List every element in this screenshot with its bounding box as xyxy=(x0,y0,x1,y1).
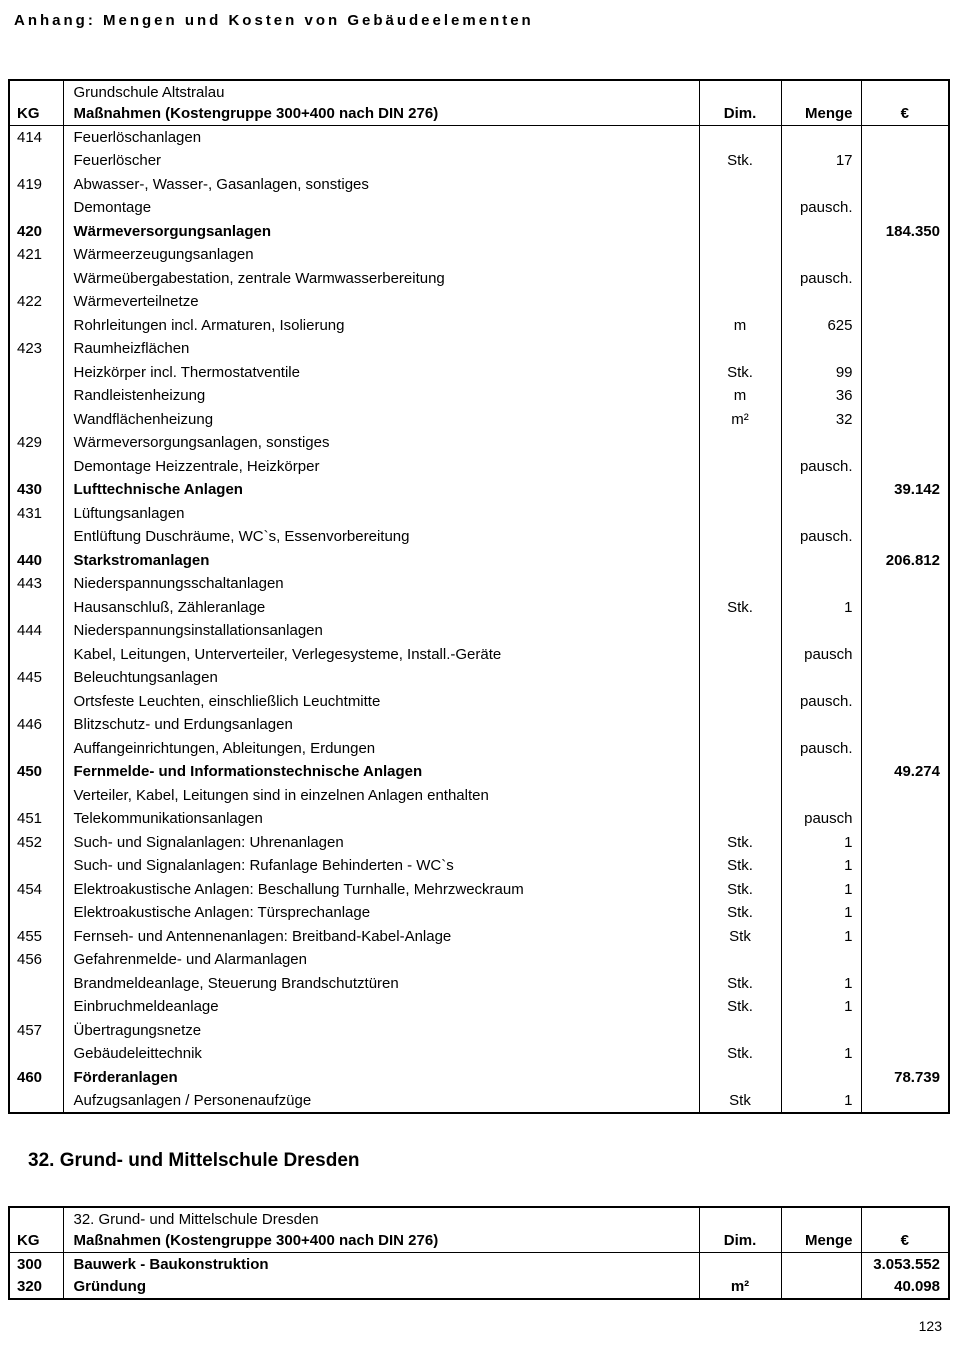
table-row xyxy=(9,972,949,996)
cell-text: Aufzugsanlagen / Personenaufzüge xyxy=(63,1089,699,1113)
cell-text: Fernmelde- und Informationstechnische Anlagen xyxy=(63,760,699,784)
cell-kg: 450 xyxy=(17,763,43,781)
cell-text: Abwasser-, Wasser-, Gasanlagen, sonstiges xyxy=(63,173,699,197)
cell-text: Demontage Heizzentrale, Heizkörper xyxy=(63,455,699,479)
cell-dim: Stk. xyxy=(699,901,781,925)
cell-kg: 454 xyxy=(17,880,43,898)
table-row xyxy=(9,455,949,479)
cell-kg: 419 xyxy=(17,175,43,193)
cell-euro xyxy=(861,1089,949,1113)
cell-menge xyxy=(781,1276,861,1300)
table-row xyxy=(9,1089,949,1113)
table-row xyxy=(9,337,949,361)
table-row xyxy=(9,572,949,596)
cell-text: Übertragungsnetze xyxy=(63,1019,699,1043)
cell-text: Such- und Signalanlagen: Rufanlage Behinderten - WC`s xyxy=(63,854,699,878)
cell-euro: 49.274 xyxy=(861,760,949,784)
cell-text: Rohrleitungen incl. Armaturen, Isolierung xyxy=(63,314,699,338)
cell-menge: pausch xyxy=(781,643,861,667)
cell-text: Demontage xyxy=(63,196,699,220)
table-row xyxy=(9,1066,949,1090)
table-row xyxy=(9,478,949,502)
cell-dim xyxy=(699,478,781,502)
cell-euro xyxy=(861,525,949,549)
cell-menge: 1 xyxy=(781,901,861,925)
cell-kg xyxy=(9,972,63,996)
table-row xyxy=(9,431,949,455)
cell-text: Förderanlagen xyxy=(63,1066,699,1090)
cell-menge xyxy=(781,431,861,455)
cell-dim xyxy=(699,784,781,808)
table-body xyxy=(9,126,949,1113)
cell-menge xyxy=(781,619,861,643)
cell-euro xyxy=(861,1042,949,1066)
table-header-row xyxy=(9,80,949,126)
cell-kg: 414 xyxy=(17,129,43,146)
cell-euro xyxy=(861,901,949,925)
table-header-row xyxy=(9,1207,949,1253)
cell-dim xyxy=(699,1252,781,1276)
cell-euro xyxy=(861,878,949,902)
cell-text: Gefahrenmelde- und Alarmanlagen xyxy=(63,948,699,972)
cell-menge: pausch. xyxy=(781,525,861,549)
cell-dim xyxy=(699,572,781,596)
cell-euro xyxy=(861,361,949,385)
cell-kg: 423 xyxy=(17,340,43,358)
cell-dim: Stk. xyxy=(699,995,781,1019)
cell-menge xyxy=(781,502,861,526)
cell-kg: 457 xyxy=(17,1021,43,1039)
cell-euro xyxy=(861,948,949,972)
cell-dim xyxy=(699,243,781,267)
cell-dim xyxy=(699,455,781,479)
cell-kg: 429 xyxy=(17,434,43,452)
cell-dim xyxy=(699,290,781,314)
cell-dim xyxy=(699,760,781,784)
cell-text: Ortsfeste Leuchten, einschließlich Leuchtmitte xyxy=(63,690,699,714)
cell-menge: 625 xyxy=(781,314,861,338)
cell-euro xyxy=(861,1019,949,1043)
cell-text: Wärmeübergabestation, zentrale Warmwasserbereitung xyxy=(63,267,699,291)
table-row xyxy=(9,267,949,291)
cell-kg: 420 xyxy=(17,222,43,240)
cell-dim: Stk. xyxy=(699,972,781,996)
header-kg: KG xyxy=(9,1207,63,1253)
cell-kg xyxy=(9,384,63,408)
table-row xyxy=(9,126,949,150)
header-kg: KG xyxy=(9,80,63,126)
cell-euro: 40.098 xyxy=(861,1276,949,1300)
cell-menge: 32 xyxy=(781,408,861,432)
table-row xyxy=(9,643,949,667)
cell-menge xyxy=(781,572,861,596)
table-row xyxy=(9,901,949,925)
cell-kg: 452 xyxy=(17,833,43,851)
cell-text: Telekommunikationsanlagen xyxy=(63,807,699,831)
cell-euro xyxy=(861,807,949,831)
table-row xyxy=(9,995,949,1019)
table-row xyxy=(9,619,949,643)
cell-kg: 421 xyxy=(17,246,43,264)
cell-menge xyxy=(781,1066,861,1090)
cell-dim: Stk xyxy=(699,925,781,949)
cell-kg xyxy=(9,1089,63,1113)
cell-menge: pausch. xyxy=(781,690,861,714)
cell-text: Elektroakustische Anlagen: Beschallung Turnhalle, Mehrzweckraum xyxy=(63,878,699,902)
cell-menge xyxy=(781,126,861,150)
cell-euro xyxy=(861,737,949,761)
header-menge: Menge xyxy=(781,80,861,126)
header-menge: Menge xyxy=(781,1207,861,1253)
cell-dim xyxy=(699,173,781,197)
cell-euro xyxy=(861,925,949,949)
cell-dim xyxy=(699,619,781,643)
cell-menge: 99 xyxy=(781,361,861,385)
cell-kg xyxy=(9,525,63,549)
table-row xyxy=(9,290,949,314)
table-row xyxy=(9,502,949,526)
cell-euro xyxy=(861,290,949,314)
cell-menge xyxy=(781,713,861,737)
cell-dim xyxy=(699,549,781,573)
header-massnahmen: Maßnahmen (Kostengruppe 300+400 nach DIN 276) xyxy=(73,1231,439,1249)
cell-dim: m xyxy=(699,314,781,338)
table-row xyxy=(9,1252,949,1276)
cell-text: Kabel, Leitungen, Unterverteiler, Verlegesysteme, Install.-Geräte xyxy=(63,643,699,667)
cell-euro xyxy=(861,267,949,291)
cell-dim xyxy=(699,1019,781,1043)
cell-dim xyxy=(699,196,781,220)
table-row xyxy=(9,925,949,949)
table-subtitle: 32. Grund- und Mittelschule Dresden xyxy=(73,1210,319,1228)
table-row xyxy=(9,878,949,902)
cell-menge: pausch xyxy=(781,807,861,831)
cell-kg xyxy=(9,901,63,925)
cell-euro: 184.350 xyxy=(861,220,949,244)
cell-euro xyxy=(861,666,949,690)
cell-text: Gründung xyxy=(63,1276,699,1300)
cell-euro xyxy=(861,149,949,173)
cell-dim: Stk. xyxy=(699,831,781,855)
cell-euro xyxy=(861,972,949,996)
table-row xyxy=(9,314,949,338)
cell-dim xyxy=(699,713,781,737)
table-row xyxy=(9,760,949,784)
cell-dim xyxy=(699,220,781,244)
table-row xyxy=(9,173,949,197)
table-row xyxy=(9,549,949,573)
cell-kg xyxy=(9,995,63,1019)
cell-text: Such- und Signalanlagen: Uhrenanlagen xyxy=(63,831,699,855)
cell-kg: 444 xyxy=(17,622,43,640)
cell-kg xyxy=(9,455,63,479)
cell-euro xyxy=(861,502,949,526)
table-row xyxy=(9,1276,949,1300)
cell-euro xyxy=(861,314,949,338)
cell-dim xyxy=(699,431,781,455)
cell-kg: 300 xyxy=(17,1255,43,1273)
cell-kg xyxy=(9,267,63,291)
table-row xyxy=(9,361,949,385)
cell-kg: 320 xyxy=(17,1278,43,1296)
cell-text: Niederspannungsschaltanlagen xyxy=(63,572,699,596)
cell-dim: Stk. xyxy=(699,878,781,902)
cell-text: Raumheizflächen xyxy=(63,337,699,361)
cell-text: Beleuchtungsanlagen xyxy=(63,666,699,690)
cell-menge xyxy=(781,1019,861,1043)
table-row xyxy=(9,196,949,220)
cell-euro: 39.142 xyxy=(861,478,949,502)
cell-dim xyxy=(699,502,781,526)
cell-kg xyxy=(9,784,63,808)
header-euro: € xyxy=(861,1207,949,1253)
table-row xyxy=(9,948,949,972)
cell-kg xyxy=(9,1042,63,1066)
section-heading: 32. Grund- und Mittelschule Dresden xyxy=(28,1149,360,1171)
cell-euro xyxy=(861,619,949,643)
table-row xyxy=(9,596,949,620)
cell-euro xyxy=(861,243,949,267)
table-row xyxy=(9,408,949,432)
cell-dim: Stk xyxy=(699,1089,781,1113)
cell-menge xyxy=(781,784,861,808)
cell-text: Blitzschutz- und Erdungsanlagen xyxy=(63,713,699,737)
cell-kg xyxy=(9,196,63,220)
cell-euro xyxy=(861,995,949,1019)
cell-dim: Stk. xyxy=(699,149,781,173)
cell-dim: Stk. xyxy=(699,361,781,385)
cell-text: Verteiler, Kabel, Leitungen sind in einzelnen Anlagen enthalten xyxy=(63,784,699,808)
cell-euro xyxy=(861,126,949,150)
cell-text: Bauwerk - Baukonstruktion xyxy=(63,1252,699,1276)
cell-dim xyxy=(699,807,781,831)
cell-euro xyxy=(861,455,949,479)
cell-menge: 1 xyxy=(781,831,861,855)
cell-text: Wärmeversorgungsanlagen, sonstiges xyxy=(63,431,699,455)
cell-menge xyxy=(781,173,861,197)
cell-text: Wärmeerzeugungsanlagen xyxy=(63,243,699,267)
cell-menge: pausch. xyxy=(781,737,861,761)
cell-text: Einbruchmeldeanlage xyxy=(63,995,699,1019)
cell-text: Brandmeldeanlage, Steuerung Brandschutztüren xyxy=(63,972,699,996)
cell-menge: 1 xyxy=(781,995,861,1019)
cell-menge xyxy=(781,1252,861,1276)
cell-menge xyxy=(781,948,861,972)
cell-kg: 422 xyxy=(17,293,43,311)
cell-kg: 440 xyxy=(17,551,43,569)
page-number: 123 xyxy=(918,1318,942,1334)
cell-menge: 1 xyxy=(781,925,861,949)
cell-text: Feuerlöscher xyxy=(63,149,699,173)
cell-dim xyxy=(699,267,781,291)
table-row xyxy=(9,807,949,831)
table-row xyxy=(9,1019,949,1043)
cell-euro xyxy=(861,196,949,220)
cell-text: Hausanschluß, Zähleranlage xyxy=(63,596,699,620)
cell-dim xyxy=(699,1066,781,1090)
cell-kg: 445 xyxy=(17,669,43,687)
cell-dim: m² xyxy=(699,408,781,432)
cell-euro xyxy=(861,690,949,714)
table-subtitle: Grundschule Altstralau xyxy=(73,84,225,101)
cell-dim xyxy=(699,666,781,690)
header-massnahmen-cell xyxy=(63,1207,699,1253)
table-body xyxy=(9,1252,949,1299)
cell-kg: 446 xyxy=(17,716,43,734)
cell-dim: m² xyxy=(699,1276,781,1300)
header-dim: Dim. xyxy=(699,1207,781,1253)
cell-menge: 1 xyxy=(781,596,861,620)
cell-kg xyxy=(9,596,63,620)
cell-menge: 1 xyxy=(781,854,861,878)
header-massnahmen: Maßnahmen (Kostengruppe 300+400 nach DIN 276) xyxy=(73,105,439,122)
cell-menge xyxy=(781,290,861,314)
cell-menge: 1 xyxy=(781,1089,861,1113)
table-row xyxy=(9,1042,949,1066)
cell-kg: 455 xyxy=(17,927,43,945)
table-row xyxy=(9,854,949,878)
cell-dim xyxy=(699,126,781,150)
cell-euro xyxy=(861,784,949,808)
cell-menge: 1 xyxy=(781,1042,861,1066)
cell-dim xyxy=(699,337,781,361)
table-row xyxy=(9,149,949,173)
cell-dim xyxy=(699,643,781,667)
cell-text: Auffangeinrichtungen, Ableitungen, Erdungen xyxy=(63,737,699,761)
table-row xyxy=(9,243,949,267)
table-row xyxy=(9,784,949,808)
table-row xyxy=(9,713,949,737)
cell-euro xyxy=(861,572,949,596)
cell-menge: 17 xyxy=(781,149,861,173)
cell-euro: 206.812 xyxy=(861,549,949,573)
cell-menge xyxy=(781,337,861,361)
header-euro: € xyxy=(861,80,949,126)
cell-text: Wandflächenheizung xyxy=(63,408,699,432)
cell-euro xyxy=(861,384,949,408)
cell-euro xyxy=(861,831,949,855)
cell-dim xyxy=(699,948,781,972)
cell-text: Lüftungsanlagen xyxy=(63,502,699,526)
cell-text: Feuerlöschanlagen xyxy=(63,126,699,150)
cell-text: Heizkörper incl. Thermostatventile xyxy=(63,361,699,385)
cell-menge: 36 xyxy=(781,384,861,408)
cell-kg xyxy=(9,737,63,761)
table-row xyxy=(9,525,949,549)
cell-menge xyxy=(781,243,861,267)
cell-kg xyxy=(9,149,63,173)
cell-menge xyxy=(781,478,861,502)
cell-kg xyxy=(9,314,63,338)
cell-dim: Stk. xyxy=(699,1042,781,1066)
cell-kg: 456 xyxy=(17,951,43,969)
cell-text: Niederspannungsinstallationsanlagen xyxy=(63,619,699,643)
table-grundschule-altstralau xyxy=(8,79,950,1114)
table-mittelschule-dresden xyxy=(8,1206,950,1301)
cell-kg xyxy=(9,854,63,878)
table-row xyxy=(9,666,949,690)
cell-kg xyxy=(9,408,63,432)
cell-menge xyxy=(781,666,861,690)
cell-menge xyxy=(781,760,861,784)
cell-kg xyxy=(9,361,63,385)
cell-text: Fernseh- und Antennenanlagen: Breitband-Kabel-Anlage xyxy=(63,925,699,949)
cell-euro xyxy=(861,408,949,432)
cell-euro xyxy=(861,337,949,361)
cell-euro xyxy=(861,173,949,197)
cell-text: Entlüftung Duschräume, WC`s, Essenvorbereitung xyxy=(63,525,699,549)
table-row xyxy=(9,220,949,244)
cell-dim xyxy=(699,737,781,761)
header-dim: Dim. xyxy=(699,80,781,126)
cell-menge xyxy=(781,549,861,573)
cell-text: Wärmeverteilnetze xyxy=(63,290,699,314)
cell-menge: pausch. xyxy=(781,455,861,479)
cell-menge xyxy=(781,220,861,244)
cell-dim xyxy=(699,525,781,549)
cell-kg: 431 xyxy=(17,504,43,522)
cell-dim: m xyxy=(699,384,781,408)
cell-kg: 443 xyxy=(17,575,43,593)
cell-text: Lufttechnische Anlagen xyxy=(63,478,699,502)
cell-menge: 1 xyxy=(781,878,861,902)
table-row xyxy=(9,690,949,714)
cell-menge: pausch. xyxy=(781,196,861,220)
cell-euro xyxy=(861,596,949,620)
cell-text: Elektroakustische Anlagen: Türsprechanlage xyxy=(63,901,699,925)
cell-dim: Stk. xyxy=(699,854,781,878)
table-row xyxy=(9,384,949,408)
cell-menge: pausch. xyxy=(781,267,861,291)
cell-text: Starkstromanlagen xyxy=(63,549,699,573)
cell-text: Randleistenheizung xyxy=(63,384,699,408)
cell-euro xyxy=(861,643,949,667)
cell-kg: 430 xyxy=(17,481,43,499)
table-row xyxy=(9,831,949,855)
cell-kg xyxy=(9,690,63,714)
table-row xyxy=(9,737,949,761)
cell-menge: 1 xyxy=(781,972,861,996)
page-title: Anhang: Mengen und Kosten von Gebäudeelementen xyxy=(14,12,534,29)
cell-text: Gebäudeleittechnik xyxy=(63,1042,699,1066)
cell-euro: 3.053.552 xyxy=(861,1252,949,1276)
cell-euro xyxy=(861,713,949,737)
cell-euro: 78.739 xyxy=(861,1066,949,1090)
cell-euro xyxy=(861,431,949,455)
cell-dim: Stk. xyxy=(699,596,781,620)
cell-kg: 451 xyxy=(17,810,43,828)
cell-dim xyxy=(699,690,781,714)
cell-kg xyxy=(9,643,63,667)
cell-text: Wärmeversorgungsanlagen xyxy=(63,220,699,244)
header-massnahmen-cell xyxy=(63,80,699,126)
cell-euro xyxy=(861,854,949,878)
cell-kg: 460 xyxy=(17,1068,43,1086)
